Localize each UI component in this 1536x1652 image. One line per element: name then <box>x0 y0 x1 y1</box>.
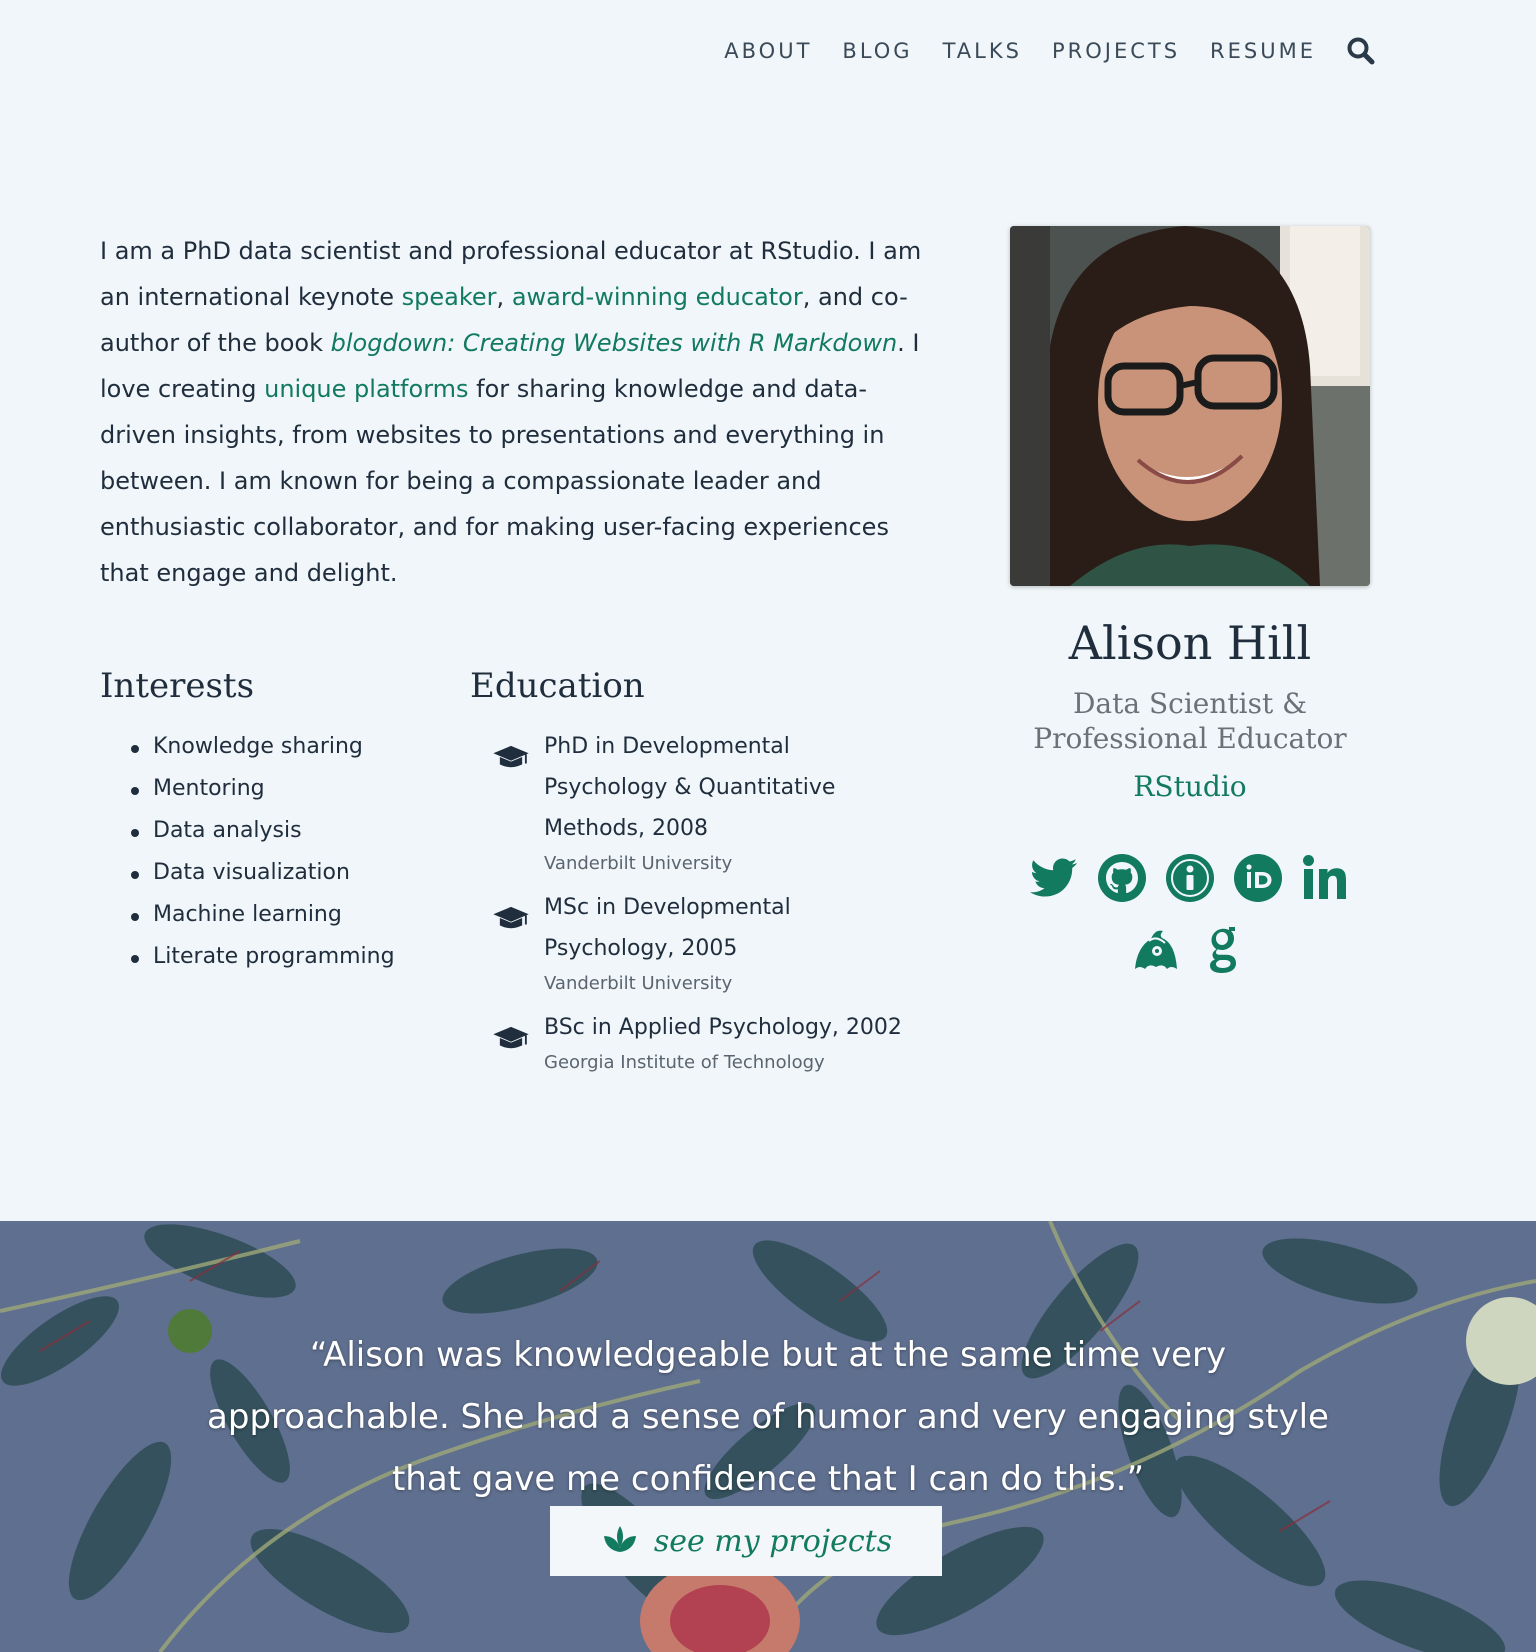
testimonial-quote: “Alison was knowledgeable but at the same time very approachable. She had a sense of humor and very engaging style that gave me confidence that I can do this.” <box>207 1335 1329 1499</box>
education-course: MSc in Developmental Psychology, 2005 <box>544 895 791 961</box>
goodreads-icon[interactable] <box>1197 921 1251 975</box>
education-list <box>470 726 950 1078</box>
speaker-link[interactable]: speaker <box>401 283 497 311</box>
education-item <box>470 1007 950 1078</box>
education-section <box>470 666 950 1086</box>
book-link[interactable] <box>331 329 898 357</box>
bio-text: , <box>496 283 512 311</box>
github-icon[interactable] <box>1095 851 1149 905</box>
education-item <box>470 887 950 999</box>
list-item: Data visualization <box>100 852 430 894</box>
nav-resume[interactable]: RESUME <box>1210 39 1316 63</box>
education-title: Education <box>470 666 645 706</box>
bird-icon[interactable] <box>1129 921 1183 975</box>
twitter-icon[interactable] <box>1027 851 1081 905</box>
linkedin-icon[interactable] <box>1299 851 1353 905</box>
interests-title: Interests <box>100 666 255 706</box>
orcid-icon[interactable] <box>1231 851 1285 905</box>
education-course: BSc in Applied Psychology, 2002 <box>544 1015 902 1040</box>
interests-section <box>100 666 430 978</box>
education-course: PhD in Developmental Psychology & Quantitative Methods, 2008 <box>544 734 836 841</box>
education-institution: Vanderbilt University <box>544 853 733 874</box>
leaf-icon <box>600 1524 640 1558</box>
interests-list <box>100 726 430 978</box>
graduation-cap-icon <box>470 887 544 999</box>
education-institution: Vanderbilt University <box>544 973 733 994</box>
graduation-cap-icon <box>470 1007 544 1078</box>
graduation-cap-icon <box>470 726 544 879</box>
nav-blog[interactable]: BLOG <box>842 39 913 63</box>
bio-paragraph <box>100 228 940 596</box>
education-institution: Georgia Institute of Technology <box>544 1052 825 1073</box>
social-links <box>1010 851 1370 975</box>
bio-text: , and co-author of the book <box>100 283 908 357</box>
platforms-link[interactable]: unique platforms <box>264 375 469 403</box>
list-item: Knowledge sharing <box>100 726 430 768</box>
search-icon[interactable] <box>1346 36 1376 66</box>
main-nav <box>724 36 1376 66</box>
profile-role: Data Scientist & Professional Educator <box>1033 687 1347 755</box>
nav-projects[interactable]: PROJECTS <box>1051 39 1181 63</box>
education-item <box>470 726 950 879</box>
list-item: Machine learning <box>100 894 430 936</box>
profile-name: Alison Hill <box>1068 616 1312 670</box>
see-projects-button[interactable] <box>550 1506 942 1576</box>
list-item: Data analysis <box>100 810 430 852</box>
bio-text: . I love creating <box>100 329 920 403</box>
bio-text: for sharing knowledge and data-driven insights, from websites to presentations and everything in between. I am known for being a compassionate leader and enthusiastic collaborator, and for making user-facing experiences that engage and delight. <box>100 375 889 587</box>
nav-about[interactable]: ABOUT <box>724 39 813 63</box>
book-title: blogdown: Creating Websites with R Markdown <box>330 329 898 357</box>
list-item: Literate programming <box>100 936 430 978</box>
organization-link[interactable]: RStudio <box>1133 770 1247 803</box>
profile-card <box>1010 226 1370 975</box>
bio-text: I am a PhD data scientist and professional educator at RStudio. I am an international keynote <box>100 237 922 311</box>
info-badge-icon[interactable] <box>1163 851 1217 905</box>
avatar <box>1010 226 1370 586</box>
testimonial-banner <box>0 1221 1536 1652</box>
list-item: Mentoring <box>100 768 430 810</box>
educator-link[interactable]: award-winning educator <box>511 283 803 311</box>
nav-talks[interactable]: TALKS <box>942 39 1022 63</box>
see-projects-label: see my projects <box>653 1523 893 1559</box>
